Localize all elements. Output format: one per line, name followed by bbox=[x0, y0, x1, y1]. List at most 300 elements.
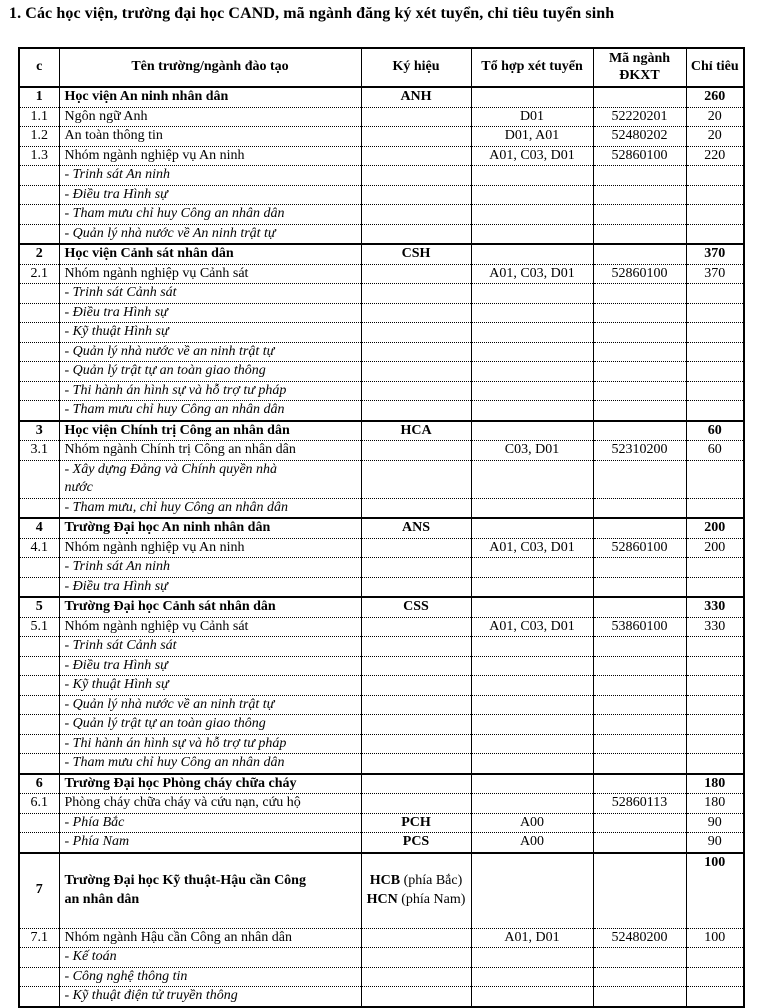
cell-stt: 1.2 bbox=[19, 127, 59, 147]
col-header-kyhieu: Ký hiệu bbox=[361, 48, 471, 87]
cell-name: Học viện Cảnh sát nhân dân bbox=[59, 244, 361, 264]
cell-ct bbox=[686, 342, 744, 362]
cell-kh bbox=[361, 127, 471, 147]
cell-ct: 180 bbox=[686, 794, 744, 814]
table-row bbox=[19, 87, 744, 107]
cell-kh bbox=[361, 107, 471, 127]
table-row bbox=[19, 205, 744, 225]
cell-ma: 52860100 bbox=[593, 146, 686, 166]
cell-name: - Tham mưu chỉ huy Công an nhân dân bbox=[59, 754, 361, 774]
cell-ma bbox=[593, 715, 686, 735]
cell-ct bbox=[686, 401, 744, 421]
table-row bbox=[19, 401, 744, 421]
cell-ma bbox=[593, 224, 686, 244]
cell-stt: 6.1 bbox=[19, 794, 59, 814]
cell-th bbox=[471, 754, 593, 774]
cell-kh bbox=[361, 676, 471, 696]
table-row bbox=[19, 676, 744, 696]
cell-ct bbox=[686, 967, 744, 987]
cell-th: A00 bbox=[471, 833, 593, 853]
cell-stt bbox=[19, 166, 59, 186]
cell-kh bbox=[361, 794, 471, 814]
cell-name: - Trinh sát An ninh bbox=[59, 166, 361, 186]
table-row bbox=[19, 146, 744, 166]
cell-stt: 1.1 bbox=[19, 107, 59, 127]
table-row bbox=[19, 577, 744, 597]
cell-stt bbox=[19, 185, 59, 205]
table-row bbox=[19, 967, 744, 987]
cell-th bbox=[471, 362, 593, 382]
table-row bbox=[19, 518, 744, 538]
cell-ct: 200 bbox=[686, 518, 744, 538]
table-row bbox=[19, 244, 744, 264]
school-code: ANH bbox=[400, 89, 432, 104]
cell-name: - Công nghệ thông tin bbox=[59, 967, 361, 987]
table-row bbox=[19, 323, 744, 343]
table-header bbox=[19, 48, 744, 87]
cell-ma: 52860100 bbox=[593, 538, 686, 558]
cell-ma bbox=[593, 558, 686, 578]
table-row bbox=[19, 734, 744, 754]
cell-stt bbox=[19, 715, 59, 735]
cell-ct bbox=[686, 734, 744, 754]
cell-ct bbox=[686, 948, 744, 968]
cell-kh bbox=[361, 342, 471, 362]
table-row bbox=[19, 695, 744, 715]
table-row bbox=[19, 107, 744, 127]
cell-th bbox=[471, 656, 593, 676]
cell-ct bbox=[686, 676, 744, 696]
cell-name: Nhóm ngành nghiệp vụ An ninh bbox=[59, 146, 361, 166]
cell-th bbox=[471, 87, 593, 107]
cell-name: - Trinh sát Cảnh sát bbox=[59, 284, 361, 304]
cell-th bbox=[471, 987, 593, 1007]
cell-name: - Kế toán bbox=[59, 948, 361, 968]
cell-ct bbox=[686, 577, 744, 597]
table-row bbox=[19, 794, 744, 814]
cell-stt bbox=[19, 813, 59, 833]
cell-th bbox=[471, 284, 593, 304]
table-row bbox=[19, 538, 744, 558]
cell-ct: 60 bbox=[686, 441, 744, 461]
cell-th bbox=[471, 558, 593, 578]
cell-name: - Kỹ thuật điện tử truyền thông bbox=[59, 987, 361, 1007]
cell-th: A01, C03, D01 bbox=[471, 617, 593, 637]
cell-th: A01, C03, D01 bbox=[471, 264, 593, 284]
cell-kh bbox=[361, 617, 471, 637]
cell-kh bbox=[361, 421, 471, 441]
cell-th bbox=[471, 676, 593, 696]
cell-stt bbox=[19, 948, 59, 968]
cell-th bbox=[471, 734, 593, 754]
cell-ct bbox=[686, 166, 744, 186]
table-body bbox=[19, 87, 744, 1007]
cell-th bbox=[471, 794, 593, 814]
cell-ma bbox=[593, 695, 686, 715]
cell-th: A00 bbox=[471, 813, 593, 833]
school-code: PCS bbox=[402, 834, 430, 849]
cell-ma bbox=[593, 597, 686, 617]
cell-stt bbox=[19, 401, 59, 421]
cell-ma bbox=[593, 421, 686, 441]
cell-stt bbox=[19, 498, 59, 518]
cell-th: D01, A01 bbox=[471, 127, 593, 147]
cell-kh bbox=[361, 303, 471, 323]
school-code: PCH bbox=[401, 814, 431, 830]
cell-ct bbox=[686, 498, 744, 518]
cell-kh bbox=[361, 538, 471, 558]
cell-th bbox=[471, 853, 593, 929]
cell-ma bbox=[593, 518, 686, 538]
cell-kh bbox=[361, 928, 471, 948]
cell-th bbox=[471, 518, 593, 538]
cell-ct: 370 bbox=[686, 264, 744, 284]
cell-stt bbox=[19, 284, 59, 304]
cell-name: Phòng cháy chữa cháy và cứu nạn, cứu hộ bbox=[59, 794, 361, 814]
cell-th bbox=[471, 421, 593, 441]
cell-ma bbox=[593, 342, 686, 362]
cell-th: A01, C03, D01 bbox=[471, 538, 593, 558]
cell-kh bbox=[361, 774, 471, 794]
cell-name: Trường Đại học An ninh nhân dân bbox=[59, 518, 361, 538]
col-header-chitieu: Chỉ tiêu bbox=[686, 48, 744, 87]
cell-kh bbox=[361, 987, 471, 1007]
cell-kh bbox=[361, 185, 471, 205]
cell-th bbox=[471, 205, 593, 225]
cell-stt: 1.3 bbox=[19, 146, 59, 166]
cell-ma bbox=[593, 774, 686, 794]
cell-ma bbox=[593, 656, 686, 676]
cell-ma bbox=[593, 166, 686, 186]
cell-th bbox=[471, 166, 593, 186]
cell-name: - Kỹ thuật Hình sự bbox=[59, 323, 361, 343]
cell-name: Nhóm ngành nghiệp vụ Cảnh sát bbox=[59, 264, 361, 284]
cell-th bbox=[471, 577, 593, 597]
cell-name: - Phía Bắc bbox=[59, 813, 361, 833]
cell-stt: 5 bbox=[19, 597, 59, 617]
cell-ma bbox=[593, 967, 686, 987]
cell-ct: 20 bbox=[686, 127, 744, 147]
cell-kh bbox=[361, 637, 471, 657]
cell-name: - Phía Nam bbox=[59, 833, 361, 853]
cell-stt bbox=[19, 695, 59, 715]
cell-stt bbox=[19, 381, 59, 401]
table-row bbox=[19, 833, 744, 853]
table-row bbox=[19, 342, 744, 362]
cell-name: Trường Đại học Phòng cháy chữa cháy bbox=[59, 774, 361, 794]
cell-stt bbox=[19, 754, 59, 774]
cell-stt bbox=[19, 987, 59, 1007]
cell-th bbox=[471, 323, 593, 343]
cell-ct bbox=[686, 303, 744, 323]
cell-name: Trường Đại học Cảnh sát nhân dân bbox=[59, 597, 361, 617]
table-row bbox=[19, 987, 744, 1007]
table-row bbox=[19, 381, 744, 401]
cell-stt bbox=[19, 323, 59, 343]
cell-stt: 4 bbox=[19, 518, 59, 538]
admissions-table bbox=[18, 47, 745, 1008]
cell-kh bbox=[361, 853, 471, 929]
cell-kh bbox=[361, 558, 471, 578]
table-row bbox=[19, 853, 744, 929]
cell-name: - Điều tra Hình sự bbox=[59, 185, 361, 205]
cell-kh bbox=[361, 205, 471, 225]
cell-kh bbox=[361, 381, 471, 401]
cell-ct: 100 bbox=[686, 928, 744, 948]
cell-kh bbox=[361, 656, 471, 676]
table-row bbox=[19, 754, 744, 774]
cell-ma bbox=[593, 381, 686, 401]
cell-stt: 2.1 bbox=[19, 264, 59, 284]
cell-th: A01, D01 bbox=[471, 928, 593, 948]
section-title: 1. Các học viện, trường đại học CAND, mã ngành đăng ký xét tuyển, chỉ tiêu tuyển sinh bbox=[9, 5, 615, 22]
table-row bbox=[19, 441, 744, 461]
cell-kh bbox=[361, 813, 471, 833]
cell-ct bbox=[686, 362, 744, 382]
cell-stt: 5.1 bbox=[19, 617, 59, 637]
cell-ct bbox=[686, 695, 744, 715]
cell-stt: 1 bbox=[19, 87, 59, 107]
cell-ma bbox=[593, 284, 686, 304]
cell-name: - Điều tra Hình sự bbox=[59, 656, 361, 676]
cell-stt: 3 bbox=[19, 421, 59, 441]
cell-name: - Tham mưu chỉ huy Công an nhân dân bbox=[59, 401, 361, 421]
table-row bbox=[19, 617, 744, 637]
table-row bbox=[19, 421, 744, 441]
cell-ma: 52860100 bbox=[593, 264, 686, 284]
cell-name: - Quản lý trật tự an toàn giao thông bbox=[59, 362, 361, 382]
table-row bbox=[19, 813, 744, 833]
cell-ma: 53860100 bbox=[593, 617, 686, 637]
cell-ct: 90 bbox=[686, 833, 744, 853]
cell-ct bbox=[686, 715, 744, 735]
cell-th bbox=[471, 695, 593, 715]
cell-name: - Quản lý trật tự an toàn giao thông bbox=[59, 715, 361, 735]
cell-ma: 52480200 bbox=[593, 928, 686, 948]
cell-th: D01 bbox=[471, 107, 593, 127]
cell-name: - Trinh sát An ninh bbox=[59, 558, 361, 578]
table-row bbox=[19, 460, 744, 498]
cell-name: - Tham mưu chỉ huy Công an nhân dân bbox=[59, 205, 361, 225]
table-row bbox=[19, 715, 744, 735]
cell-stt: 6 bbox=[19, 774, 59, 794]
cell-kh bbox=[361, 967, 471, 987]
cell-ct: 260 bbox=[686, 87, 744, 107]
table-row bbox=[19, 774, 744, 794]
cell-kh bbox=[361, 264, 471, 284]
cell-stt bbox=[19, 967, 59, 987]
cell-kh bbox=[361, 166, 471, 186]
cell-name: Nhóm ngành Hậu cần Công an nhân dân bbox=[59, 928, 361, 948]
table-row bbox=[19, 224, 744, 244]
cell-name: Nhóm ngành nghiệp vụ An ninh bbox=[59, 538, 361, 558]
cell-kh bbox=[361, 460, 471, 498]
cell-ma bbox=[593, 734, 686, 754]
table-row bbox=[19, 284, 744, 304]
cell-ma bbox=[593, 303, 686, 323]
cell-kh bbox=[361, 401, 471, 421]
cell-name: Nhóm ngành Chính trị Công an nhân dân bbox=[59, 441, 361, 461]
cell-ct bbox=[686, 558, 744, 578]
cell-ma bbox=[593, 676, 686, 696]
cell-kh bbox=[361, 323, 471, 343]
cell-th bbox=[471, 774, 593, 794]
cell-ma bbox=[593, 754, 686, 774]
school-code: ANS bbox=[401, 520, 430, 535]
cell-name: - Kỹ thuật Hình sự bbox=[59, 676, 361, 696]
table-row bbox=[19, 656, 744, 676]
cell-ct bbox=[686, 637, 744, 657]
cell-th bbox=[471, 967, 593, 987]
cell-ct: 200 bbox=[686, 538, 744, 558]
cell-ma bbox=[593, 637, 686, 657]
cell-kh bbox=[361, 146, 471, 166]
cell-stt bbox=[19, 833, 59, 853]
cell-kh bbox=[361, 362, 471, 382]
cell-th: C03, D01 bbox=[471, 441, 593, 461]
table-row bbox=[19, 498, 744, 518]
cell-ma bbox=[593, 401, 686, 421]
cell-ma: 52220201 bbox=[593, 107, 686, 127]
cell-kh bbox=[361, 224, 471, 244]
cell-stt: 7 bbox=[19, 853, 59, 929]
cell-name: - Quản lý nhà nước về an ninh trật tự bbox=[59, 342, 361, 362]
cell-kh bbox=[361, 518, 471, 538]
cell-kh bbox=[361, 695, 471, 715]
table-row bbox=[19, 185, 744, 205]
school-code: CSH bbox=[401, 246, 431, 261]
header-row bbox=[19, 48, 744, 87]
cell-ma bbox=[593, 460, 686, 498]
cell-ct: 180 bbox=[686, 774, 744, 794]
cell-ma bbox=[593, 813, 686, 833]
cell-ma bbox=[593, 577, 686, 597]
cell-name: Nhóm ngành nghiệp vụ Cảnh sát bbox=[59, 617, 361, 637]
col-header-manganh: Mã ngành ĐKXT bbox=[593, 48, 686, 87]
cell-name: - Điều tra Hình sự bbox=[59, 577, 361, 597]
table-row bbox=[19, 303, 744, 323]
cell-ma bbox=[593, 498, 686, 518]
cell-ct bbox=[686, 284, 744, 304]
school-code: HCA bbox=[400, 422, 432, 438]
cell-name: - Điều tra Hình sự bbox=[59, 303, 361, 323]
table-row bbox=[19, 362, 744, 382]
cell-ct bbox=[686, 987, 744, 1007]
cell-kh bbox=[361, 284, 471, 304]
school-code: CSS bbox=[403, 599, 429, 614]
cell-kh bbox=[361, 498, 471, 518]
cell-ma bbox=[593, 185, 686, 205]
cell-th bbox=[471, 224, 593, 244]
cell-kh bbox=[361, 833, 471, 853]
cell-ct: 20 bbox=[686, 107, 744, 127]
cell-stt bbox=[19, 303, 59, 323]
cell-th bbox=[471, 460, 593, 498]
cell-ct: 60 bbox=[686, 421, 744, 441]
cell-th bbox=[471, 715, 593, 735]
cell-stt bbox=[19, 656, 59, 676]
cell-ma bbox=[593, 853, 686, 929]
cell-ct bbox=[686, 381, 744, 401]
table-row bbox=[19, 637, 744, 657]
school-code-line: HCN (phía Nam) bbox=[366, 891, 466, 907]
cell-ct: 220 bbox=[686, 146, 744, 166]
cell-ct: 330 bbox=[686, 617, 744, 637]
col-header-name: Tên trường/ngành đào tạo bbox=[59, 48, 361, 87]
cell-ct: 90 bbox=[686, 813, 744, 833]
cell-th bbox=[471, 498, 593, 518]
cell-ma bbox=[593, 205, 686, 225]
cell-stt bbox=[19, 558, 59, 578]
cell-th: A01, C03, D01 bbox=[471, 146, 593, 166]
cell-stt: 7.1 bbox=[19, 928, 59, 948]
cell-kh bbox=[361, 244, 471, 264]
cell-th bbox=[471, 244, 593, 264]
table-row bbox=[19, 166, 744, 186]
cell-ct bbox=[686, 185, 744, 205]
cell-stt: 3.1 bbox=[19, 441, 59, 461]
cell-name bbox=[59, 853, 361, 929]
cell-stt bbox=[19, 734, 59, 754]
cell-ct bbox=[686, 224, 744, 244]
table-row bbox=[19, 264, 744, 284]
cell-kh bbox=[361, 948, 471, 968]
cell-kh bbox=[361, 87, 471, 107]
cell-stt: 4.1 bbox=[19, 538, 59, 558]
cell-name bbox=[59, 460, 361, 498]
name-line: nước bbox=[64, 480, 93, 495]
cell-th bbox=[471, 401, 593, 421]
cell-ct bbox=[686, 754, 744, 774]
table-row bbox=[19, 127, 744, 147]
cell-name: - Quản lý nhà nước về An ninh trật tự bbox=[59, 224, 361, 244]
table-row bbox=[19, 928, 744, 948]
cell-ma bbox=[593, 987, 686, 1007]
cell-kh bbox=[361, 597, 471, 617]
table-row bbox=[19, 597, 744, 617]
cell-stt bbox=[19, 224, 59, 244]
cell-ct bbox=[686, 205, 744, 225]
cell-ma bbox=[593, 323, 686, 343]
cell-name: Học viện Chính trị Công an nhân dân bbox=[59, 421, 361, 441]
cell-th bbox=[471, 597, 593, 617]
cell-th bbox=[471, 381, 593, 401]
cell-th bbox=[471, 948, 593, 968]
cell-name: - Trinh sát Cảnh sát bbox=[59, 637, 361, 657]
cell-stt: 2 bbox=[19, 244, 59, 264]
cell-ma bbox=[593, 87, 686, 107]
name-line: an nhân dân bbox=[64, 891, 140, 907]
cell-th bbox=[471, 303, 593, 323]
school-code-line: HCB (phía Bắc) bbox=[369, 873, 463, 888]
cell-name: - Thi hành án hình sự và hỗ trợ tư pháp bbox=[59, 734, 361, 754]
cell-ma bbox=[593, 833, 686, 853]
cell-kh bbox=[361, 441, 471, 461]
cell-name: An toàn thông tin bbox=[59, 127, 361, 147]
cell-stt bbox=[19, 342, 59, 362]
cell-ct bbox=[686, 323, 744, 343]
cell-th bbox=[471, 637, 593, 657]
cell-stt bbox=[19, 676, 59, 696]
cell-th bbox=[471, 342, 593, 362]
cell-ma bbox=[593, 948, 686, 968]
name-line: - Xây dựng Đảng và Chính quyền nhà bbox=[64, 461, 278, 477]
cell-name: - Tham mưu, chỉ huy Công an nhân dân bbox=[59, 498, 361, 518]
cell-ma: 52860113 bbox=[593, 794, 686, 814]
cell-ma: 52480202 bbox=[593, 127, 686, 147]
cell-name: - Quản lý nhà nước về an ninh trật tự bbox=[59, 695, 361, 715]
cell-ma: 52310200 bbox=[593, 441, 686, 461]
